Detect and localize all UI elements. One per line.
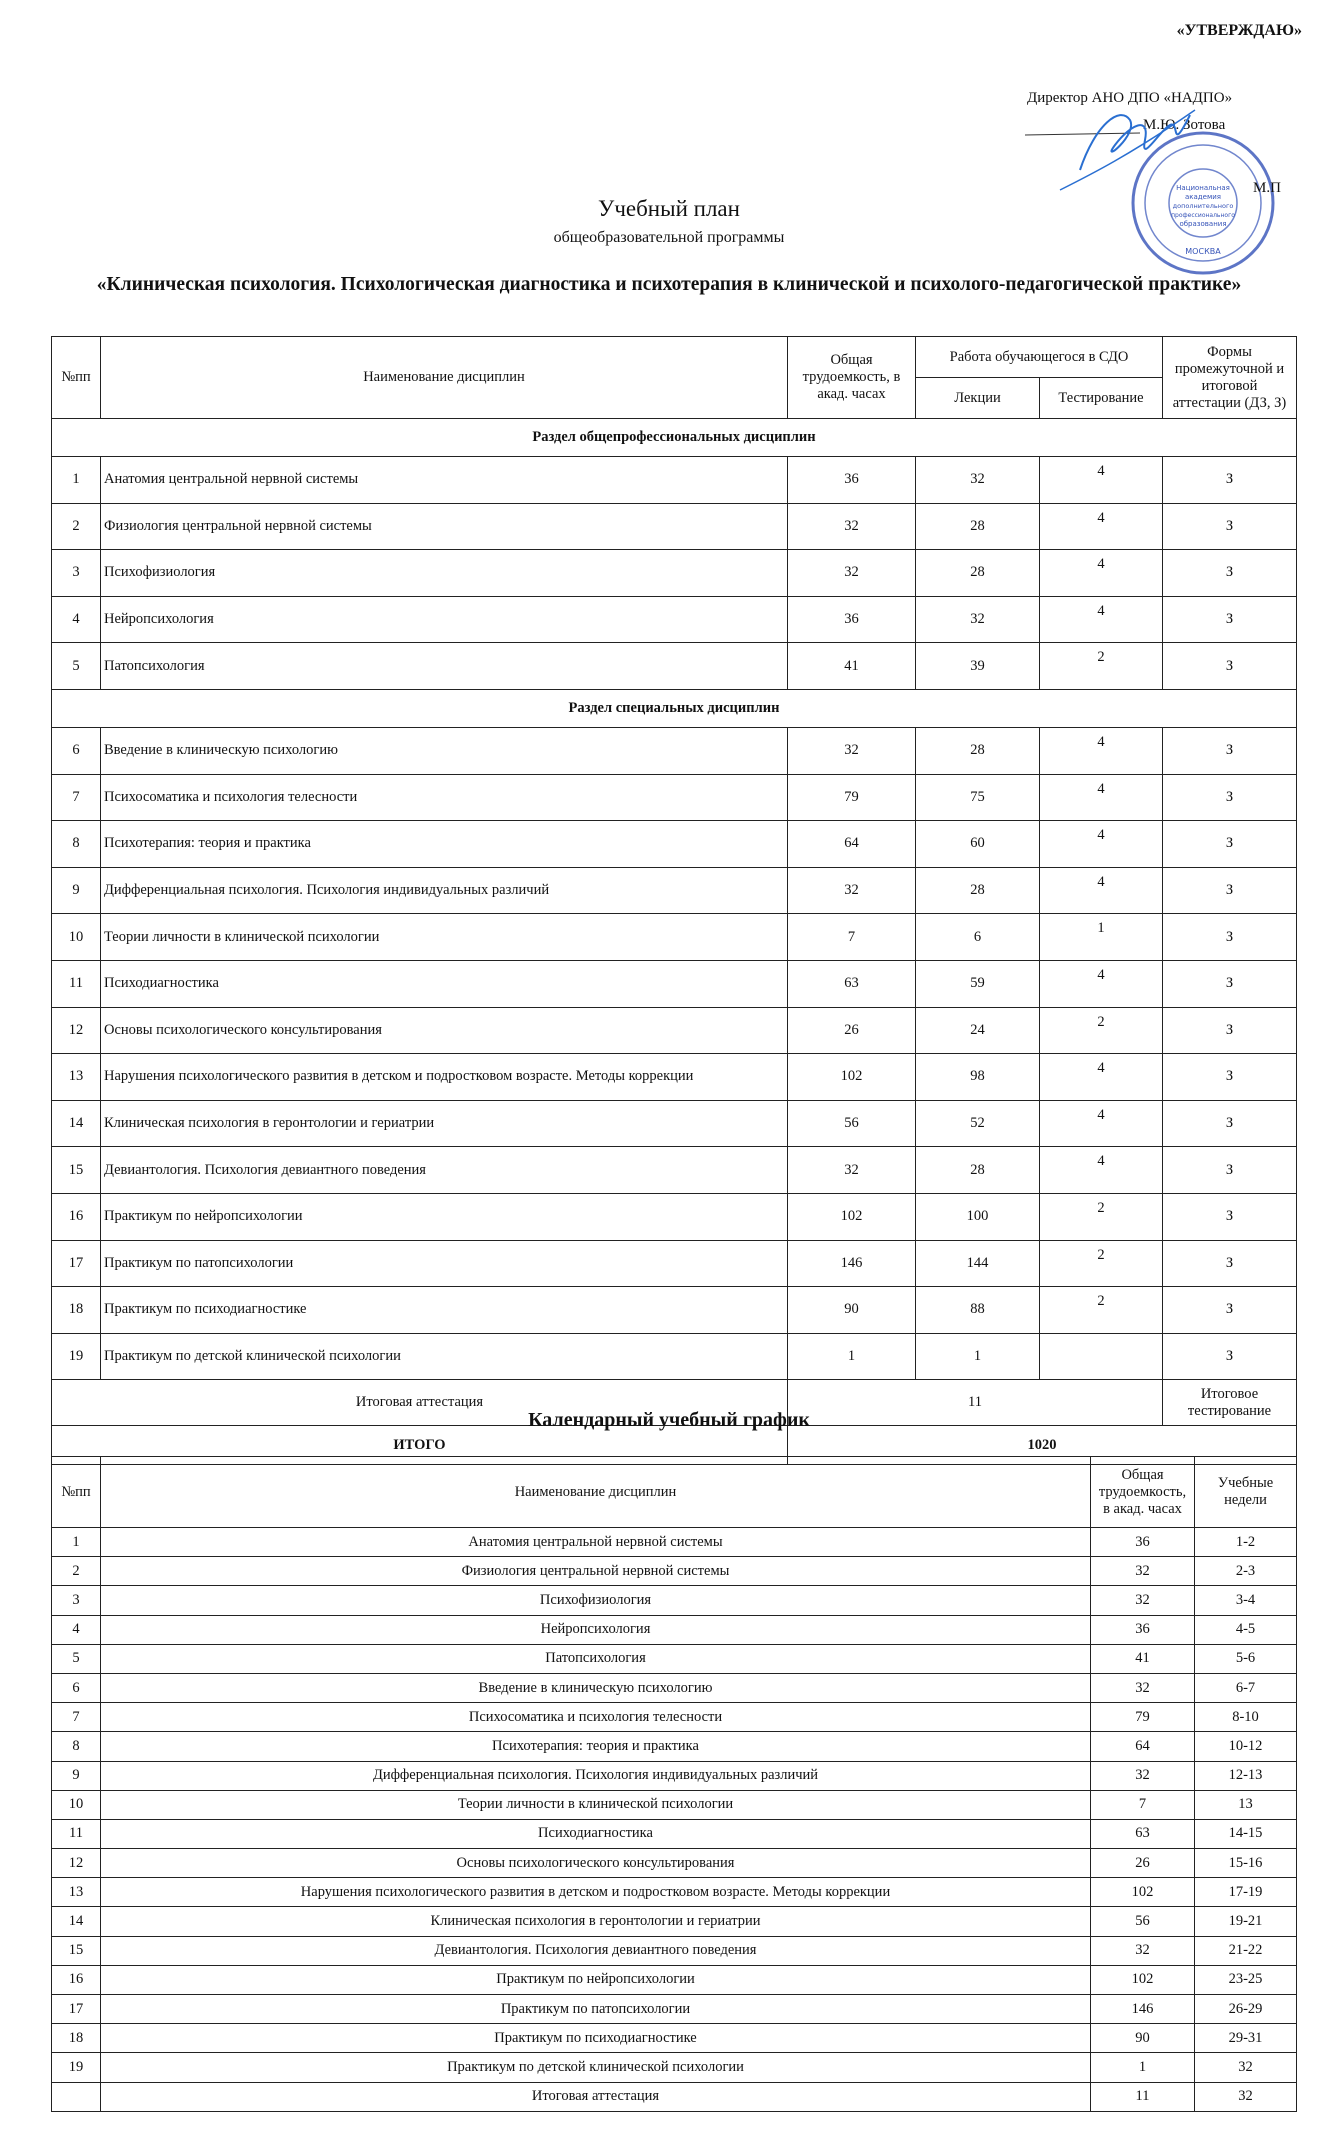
- testing-hours: 4: [1040, 550, 1163, 597]
- attestation-form: З: [1163, 1333, 1297, 1380]
- row-number: 6: [52, 1673, 101, 1702]
- row-number: 16: [52, 1193, 101, 1240]
- discipline-name: Введение в клиническую психологию: [101, 727, 788, 774]
- table-row: [52, 1907, 1297, 1936]
- attestation-form: З: [1163, 914, 1297, 961]
- testing-hours: 2: [1040, 1287, 1163, 1334]
- testing-hours: 4: [1040, 596, 1163, 643]
- attestation-form: З: [1163, 457, 1297, 504]
- director-name: М.Ю. Зотова: [1143, 117, 1226, 133]
- lecture-hours: 60: [916, 821, 1040, 868]
- seal-mark-label: М.П: [1253, 180, 1281, 196]
- header-total: Общая трудоемкость, в акад. часах: [788, 337, 916, 419]
- discipline-name: Практикум по детской клинической психологии: [101, 1333, 788, 1380]
- cal-header-name: Наименование дисциплин: [101, 1457, 1091, 1528]
- discipline-name: Теории личности в клинической психологии: [101, 914, 788, 961]
- row-number: 1: [52, 1528, 101, 1557]
- study-weeks: 14-15: [1195, 1819, 1297, 1848]
- discipline-name: Анатомия центральной нервной системы: [101, 1528, 1091, 1557]
- attestation-form: З: [1163, 960, 1297, 1007]
- lecture-hours: 24: [916, 1007, 1040, 1054]
- discipline-name: Психотерапия: теория и практика: [101, 1732, 1091, 1761]
- total-hours: 32: [1091, 1936, 1195, 1965]
- lecture-hours: 28: [916, 503, 1040, 550]
- row-number: 8: [52, 821, 101, 868]
- lecture-hours: 98: [916, 1054, 1040, 1101]
- final-attestation-form: Итоговое тестирование: [1163, 1380, 1297, 1426]
- discipline-name: Физиология центральной нервной системы: [101, 503, 788, 550]
- row-number: 11: [52, 960, 101, 1007]
- approval-stamp-label: «УТВЕРЖДАЮ»: [1176, 22, 1302, 39]
- table-row: [52, 1878, 1297, 1907]
- cal-final-weeks: 32: [1195, 2082, 1297, 2111]
- table-row: [52, 774, 1297, 821]
- cal-final-num: [52, 2082, 101, 2111]
- section-special: Раздел специальных дисциплин: [52, 689, 1297, 727]
- attestation-form: З: [1163, 1100, 1297, 1147]
- table-row: [52, 643, 1297, 690]
- lecture-hours: 100: [916, 1193, 1040, 1240]
- discipline-name: Практикум по детской клинической психологии: [101, 2053, 1091, 2082]
- study-weeks: 19-21: [1195, 1907, 1297, 1936]
- total-hours: 32: [1091, 1673, 1195, 1702]
- curriculum-table: [51, 336, 1297, 1465]
- total-hours: 64: [788, 821, 916, 868]
- total-hours: 102: [1091, 1878, 1195, 1907]
- total-hours: 32: [1091, 1586, 1195, 1615]
- attestation-form: З: [1163, 727, 1297, 774]
- row-number: 2: [52, 503, 101, 550]
- row-number: 11: [52, 1819, 101, 1848]
- row-number: 17: [52, 1240, 101, 1287]
- total-hours: 41: [1091, 1644, 1195, 1673]
- row-number: 14: [52, 1907, 101, 1936]
- testing-hours: 4: [1040, 774, 1163, 821]
- testing-hours: 2: [1040, 1193, 1163, 1240]
- lecture-hours: 32: [916, 596, 1040, 643]
- total-hours: 79: [1091, 1703, 1195, 1732]
- study-weeks: 26-29: [1195, 1995, 1297, 2024]
- attestation-form: З: [1163, 821, 1297, 868]
- testing-hours: 2: [1040, 1007, 1163, 1054]
- discipline-name: Практикум по патопсихологии: [101, 1240, 788, 1287]
- testing-hours: 4: [1040, 727, 1163, 774]
- row-number: 4: [52, 596, 101, 643]
- testing-hours: [1040, 1333, 1163, 1380]
- row-number: 18: [52, 2024, 101, 2053]
- table-row: [52, 1193, 1297, 1240]
- total-hours: 36: [1091, 1528, 1195, 1557]
- attestation-form: З: [1163, 1240, 1297, 1287]
- attestation-form: З: [1163, 1193, 1297, 1240]
- table-row: [52, 1965, 1297, 1994]
- total-hours: 102: [1091, 1965, 1195, 1994]
- total-hours: 79: [788, 774, 916, 821]
- total-hours: 36: [788, 457, 916, 504]
- final-attestation-label: Итоговая аттестация: [52, 1380, 788, 1426]
- discipline-name: Нейропсихология: [101, 1615, 1091, 1644]
- total-hours: 41: [788, 643, 916, 690]
- study-weeks: 17-19: [1195, 1878, 1297, 1907]
- lecture-hours: 32: [916, 457, 1040, 504]
- svg-text:профессионального: профессионального: [1171, 212, 1235, 219]
- total-hours: 102: [788, 1193, 916, 1240]
- row-number: 13: [52, 1054, 101, 1101]
- testing-hours: 2: [1040, 1240, 1163, 1287]
- total-hours: 1: [1091, 2053, 1195, 2082]
- lecture-hours: 28: [916, 1147, 1040, 1194]
- header-testing: Тестирование: [1040, 378, 1163, 419]
- discipline-name: Теории личности в клинической психологии: [101, 1790, 1091, 1819]
- discipline-name: Практикум по психодиагностике: [101, 2024, 1091, 2053]
- total-hours: 7: [1091, 1790, 1195, 1819]
- row-number: 5: [52, 1644, 101, 1673]
- row-number: 16: [52, 1965, 101, 1994]
- table-row: [52, 960, 1297, 1007]
- header-lectures: Лекции: [916, 378, 1040, 419]
- testing-hours: 4: [1040, 457, 1163, 504]
- table-row: [52, 1673, 1297, 1702]
- row-number: 1: [52, 457, 101, 504]
- testing-hours: 2: [1040, 643, 1163, 690]
- document-title: Учебный план: [598, 196, 740, 221]
- row-number: 15: [52, 1147, 101, 1194]
- total-hours: 90: [788, 1287, 916, 1334]
- row-number: 9: [52, 1761, 101, 1790]
- discipline-name: Дифференциальная психология. Психология индивидуальных различий: [101, 1761, 1091, 1790]
- table-row: [52, 1849, 1297, 1878]
- total-hours: 32: [788, 503, 916, 550]
- study-weeks: 10-12: [1195, 1732, 1297, 1761]
- total-hours: 32: [788, 867, 916, 914]
- total-hours: 32: [788, 727, 916, 774]
- discipline-name: Практикум по патопсихологии: [101, 1995, 1091, 2024]
- study-weeks: 4-5: [1195, 1615, 1297, 1644]
- table-row: [52, 1054, 1297, 1101]
- discipline-name: Дифференциальная психология. Психология индивидуальных различий: [101, 867, 788, 914]
- lecture-hours: 75: [916, 774, 1040, 821]
- table-row: [52, 1732, 1297, 1761]
- total-hours: 32: [1091, 1557, 1195, 1586]
- discipline-name: Нарушения психологического развития в детском и подростковом возрасте. Методы коррекции: [101, 1054, 788, 1101]
- testing-hours: 4: [1040, 503, 1163, 550]
- table-row: [52, 727, 1297, 774]
- attestation-form: З: [1163, 550, 1297, 597]
- study-weeks: 29-31: [1195, 2024, 1297, 2053]
- total-hours: 32: [788, 1147, 916, 1194]
- discipline-name: Основы психологического консультирования: [101, 1849, 1091, 1878]
- total-hours: 102: [788, 1054, 916, 1101]
- row-number: 13: [52, 1878, 101, 1907]
- lecture-hours: 52: [916, 1100, 1040, 1147]
- attestation-form: З: [1163, 1147, 1297, 1194]
- row-number: 5: [52, 643, 101, 690]
- discipline-name: Введение в клиническую психологию: [101, 1673, 1091, 1702]
- row-number: 3: [52, 550, 101, 597]
- study-weeks: 3-4: [1195, 1586, 1297, 1615]
- section-general: Раздел общепрофессиональных дисциплин: [52, 419, 1297, 457]
- table-row: [52, 867, 1297, 914]
- row-number: 19: [52, 1333, 101, 1380]
- row-number: 7: [52, 774, 101, 821]
- total-hours: 56: [788, 1100, 916, 1147]
- lecture-hours: 59: [916, 960, 1040, 1007]
- attestation-form: З: [1163, 867, 1297, 914]
- attestation-form: З: [1163, 1007, 1297, 1054]
- table-row: [52, 1287, 1297, 1334]
- table-row: [52, 1333, 1297, 1380]
- table-row: [52, 1644, 1297, 1673]
- table-row: [52, 1936, 1297, 1965]
- discipline-name: Физиология центральной нервной системы: [101, 1557, 1091, 1586]
- row-number: 4: [52, 1615, 101, 1644]
- svg-text:МОСКВА: МОСКВА: [1185, 247, 1221, 256]
- row-number: 19: [52, 2053, 101, 2082]
- discipline-name: Практикум по нейропсихологии: [101, 1193, 788, 1240]
- lecture-hours: 28: [916, 727, 1040, 774]
- attestation-form: З: [1163, 774, 1297, 821]
- discipline-name: Практикум по психодиагностике: [101, 1287, 788, 1334]
- testing-hours: 1: [1040, 914, 1163, 961]
- study-weeks: 5-6: [1195, 1644, 1297, 1673]
- total-hours: 7: [788, 914, 916, 961]
- total-hours: 32: [1091, 1761, 1195, 1790]
- total-hours: 146: [788, 1240, 916, 1287]
- discipline-name: Нейропсихология: [101, 596, 788, 643]
- svg-text:образования: образования: [1179, 220, 1227, 228]
- discipline-name: Патопсихология: [101, 1644, 1091, 1673]
- total-hours: 36: [788, 596, 916, 643]
- row-number: 14: [52, 1100, 101, 1147]
- study-weeks: 21-22: [1195, 1936, 1297, 1965]
- calendar-table: [51, 1456, 1297, 2112]
- testing-hours: 4: [1040, 1054, 1163, 1101]
- study-weeks: 15-16: [1195, 1849, 1297, 1878]
- cal-header-weeks: Учебные недели: [1195, 1457, 1297, 1528]
- discipline-name: Клиническая психология в геронтологии и гериатрии: [101, 1100, 788, 1147]
- row-number: 15: [52, 1936, 101, 1965]
- total-hours: 1020: [788, 1426, 1297, 1465]
- study-weeks: 12-13: [1195, 1761, 1297, 1790]
- svg-text:Национальная: Национальная: [1176, 184, 1230, 192]
- program-title: «Клиническая психология. Психологическая диагностика и психотерапия в клинической и психолого-педагогической практике»: [96, 274, 1242, 295]
- attestation-form: З: [1163, 503, 1297, 550]
- table-row: [52, 1761, 1297, 1790]
- discipline-name: Психофизиология: [101, 1586, 1091, 1615]
- cal-final-name: Итоговая аттестация: [101, 2082, 1091, 2111]
- table-row: [52, 821, 1297, 868]
- lecture-hours: 39: [916, 643, 1040, 690]
- header-name: Наименование дисциплин: [101, 337, 788, 419]
- document-subtitle: общеобразовательной программы: [553, 229, 785, 246]
- lecture-hours: 144: [916, 1240, 1040, 1287]
- total-hours: 90: [1091, 2024, 1195, 2053]
- row-number: 3: [52, 1586, 101, 1615]
- lecture-hours: 28: [916, 550, 1040, 597]
- discipline-name: Патопсихология: [101, 643, 788, 690]
- row-number: 6: [52, 727, 101, 774]
- table-row: [52, 1240, 1297, 1287]
- table-row: [52, 2053, 1297, 2082]
- row-number: 7: [52, 1703, 101, 1732]
- row-number: 12: [52, 1849, 101, 1878]
- row-number: 9: [52, 867, 101, 914]
- discipline-name: Клиническая психология в геронтологии и гериатрии: [101, 1907, 1091, 1936]
- table-row: [52, 550, 1297, 597]
- discipline-name: Девиантология. Психология девиантного поведения: [101, 1936, 1091, 1965]
- cal-final-total: 11: [1091, 2082, 1195, 2111]
- table-row: [52, 1147, 1297, 1194]
- lecture-hours: 88: [916, 1287, 1040, 1334]
- discipline-name: Практикум по нейропсихологии: [101, 1965, 1091, 1994]
- study-weeks: 2-3: [1195, 1557, 1297, 1586]
- table-row: [52, 1615, 1297, 1644]
- testing-hours: 4: [1040, 867, 1163, 914]
- attestation-form: З: [1163, 1054, 1297, 1101]
- svg-text:академия: академия: [1185, 193, 1221, 201]
- total-label: ИТОГО: [52, 1426, 788, 1465]
- discipline-name: Основы психологического консультирования: [101, 1007, 788, 1054]
- row-number: 12: [52, 1007, 101, 1054]
- discipline-name: Нарушения психологического развития в детском и подростковом возрасте. Методы коррекции: [101, 1878, 1091, 1907]
- study-weeks: 1-2: [1195, 1528, 1297, 1557]
- discipline-name: Психодиагностика: [101, 960, 788, 1007]
- total-hours: 63: [1091, 1819, 1195, 1848]
- attestation-form: З: [1163, 596, 1297, 643]
- testing-hours: 4: [1040, 1100, 1163, 1147]
- total-hours: 1: [788, 1333, 916, 1380]
- total-hours: 64: [1091, 1732, 1195, 1761]
- table-row: [52, 1100, 1297, 1147]
- discipline-name: Психофизиология: [101, 550, 788, 597]
- total-hours: 56: [1091, 1907, 1195, 1936]
- discipline-name: Психосоматика и психология телесности: [101, 774, 788, 821]
- total-hours: 146: [1091, 1995, 1195, 2024]
- total-hours: 63: [788, 960, 916, 1007]
- total-hours: 36: [1091, 1615, 1195, 1644]
- table-row: [52, 1007, 1297, 1054]
- row-number: 10: [52, 1790, 101, 1819]
- study-weeks: 13: [1195, 1790, 1297, 1819]
- table-row: [52, 503, 1297, 550]
- svg-text:дополнительного: дополнительного: [1172, 202, 1234, 210]
- row-number: 8: [52, 1732, 101, 1761]
- row-number: 10: [52, 914, 101, 961]
- study-weeks: 32: [1195, 2053, 1297, 2082]
- table-row: [52, 596, 1297, 643]
- lecture-hours: 28: [916, 867, 1040, 914]
- discipline-name: Психодиагностика: [101, 1819, 1091, 1848]
- lecture-hours: 6: [916, 914, 1040, 961]
- table-row: [52, 1557, 1297, 1586]
- table-row: [52, 457, 1297, 504]
- testing-hours: 4: [1040, 1147, 1163, 1194]
- row-number: 18: [52, 1287, 101, 1334]
- testing-hours: 4: [1040, 960, 1163, 1007]
- testing-hours: 4: [1040, 821, 1163, 868]
- table-row: [52, 1819, 1297, 1848]
- total-hours: 26: [788, 1007, 916, 1054]
- table-row: [52, 1995, 1297, 2024]
- final-attestation-hours: 11: [788, 1380, 1163, 1426]
- cal-header-total: Общая трудоемкость, в акад. часах: [1091, 1457, 1195, 1528]
- attestation-form: З: [1163, 1287, 1297, 1334]
- table-row: [52, 1586, 1297, 1615]
- table-row: [52, 1528, 1297, 1557]
- row-number: 2: [52, 1557, 101, 1586]
- header-forms: Формы промежуточной и итоговой аттестации (ДЗ, З): [1163, 337, 1297, 419]
- attestation-form: З: [1163, 643, 1297, 690]
- study-weeks: 8-10: [1195, 1703, 1297, 1732]
- discipline-name: Психосоматика и психология телесности: [101, 1703, 1091, 1732]
- cal-header-num: №пп: [52, 1457, 101, 1528]
- director-title: Директор АНО ДПО «НАДПО»: [1027, 90, 1233, 106]
- table-row: [52, 1790, 1297, 1819]
- study-weeks: 23-25: [1195, 1965, 1297, 1994]
- row-number: 17: [52, 1995, 101, 2024]
- header-num: №пп: [52, 337, 101, 419]
- lecture-hours: 1: [916, 1333, 1040, 1380]
- table-row: [52, 2024, 1297, 2053]
- calendar-title: Календарный учебный график: [528, 1409, 810, 1431]
- total-hours: 32: [788, 550, 916, 597]
- header-work: Работа обучающегося в СДО: [916, 337, 1163, 378]
- discipline-name: Анатомия центральной нервной системы: [101, 457, 788, 504]
- discipline-name: Девиантология. Психология девиантного поведения: [101, 1147, 788, 1194]
- table-row: [52, 1703, 1297, 1732]
- study-weeks: 6-7: [1195, 1673, 1297, 1702]
- discipline-name: Психотерапия: теория и практика: [101, 821, 788, 868]
- table-row: [52, 914, 1297, 961]
- total-hours: 26: [1091, 1849, 1195, 1878]
